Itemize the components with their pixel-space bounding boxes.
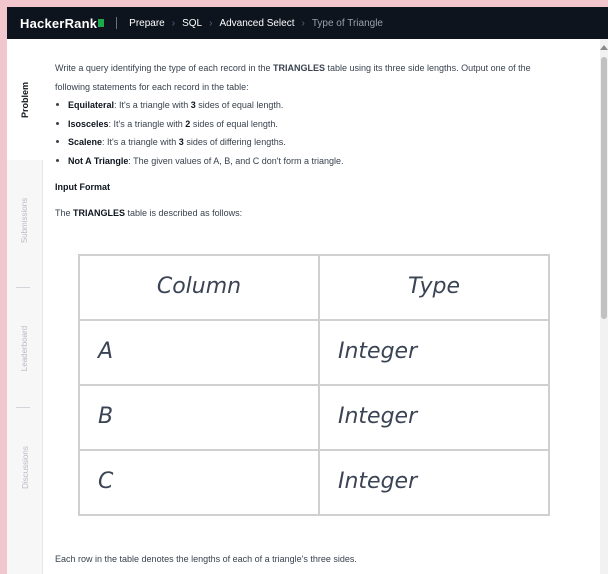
table-row [79,385,549,450]
tab-leaderboard-label: Leaderboard [20,325,30,371]
breadcrumb-advanced-select[interactable]: Advanced Select [219,17,295,29]
table-cell: Integer [319,320,549,385]
table-row [79,450,549,515]
app-window [7,7,608,574]
logo-text: HackerRank [20,15,98,31]
tab-problem[interactable] [7,39,43,160]
scrollbar-thumb[interactable] [601,57,607,319]
table-cell: Integer [319,385,549,450]
tab-discussions-label: Discussions [20,445,30,489]
tab-problem-label: Problem [20,81,31,118]
table-header-row [79,255,549,320]
chevron-right-icon: › [301,17,305,29]
table-cell: C [79,450,319,515]
logo-mark-icon [98,19,104,27]
hackerrank-logo[interactable] [20,16,104,31]
vertical-scrollbar[interactable] [600,39,608,574]
chevron-right-icon: › [209,17,213,29]
scroll-up-arrow-icon[interactable] [600,45,608,50]
top-navbar [7,7,608,39]
schema-table [78,254,550,516]
table-header-cell: Type [319,255,549,320]
input-format-heading: Input Format [55,182,110,192]
statement-list [55,96,344,170]
chevron-right-icon: › [171,17,176,29]
tab-separator [16,287,30,288]
breadcrumb-current-page: Type of Triangle [311,17,383,29]
list-item: Scalene: It's a triangle with 3 sides of differing lengths. [55,133,344,152]
table-row [79,320,549,385]
vertical-tab-sidebar [7,39,43,574]
tab-submissions-label: Submissions [20,197,30,243]
tab-leaderboard[interactable] [7,289,43,407]
table-footnote: Each row in the table denotes the lengths of each of a triangle's three sides. [55,554,357,564]
problem-statement [55,39,595,574]
list-item: Equilateral: It's a triangle with 3 sides of equal length. [55,96,344,115]
list-item: Not A Triangle: The given values of A, B, and C don't form a triangle. [55,152,344,171]
tab-separator [16,407,30,408]
breadcrumb-prepare[interactable]: Prepare [129,17,165,29]
breadcrumb-sql[interactable]: SQL [182,17,203,29]
tab-submissions[interactable] [7,160,43,280]
table-cell: A [79,320,319,385]
table-cell: Integer [319,450,549,515]
nav-divider [116,17,117,29]
table-description: The TRIANGLES table is described as follows: [55,208,243,218]
table-header-cell: Column [79,255,319,320]
list-item: Isosceles: It's a triangle with 2 sides of equal length. [55,115,344,134]
tab-discussions[interactable] [7,411,43,523]
table-name: TRIANGLES [272,63,325,73]
table-cell: B [79,385,319,450]
problem-intro: Write a query identifying the type of each record in the TRIANGLES table using its three side lengths. Output one of the following statements for each record in the table: [55,63,531,92]
